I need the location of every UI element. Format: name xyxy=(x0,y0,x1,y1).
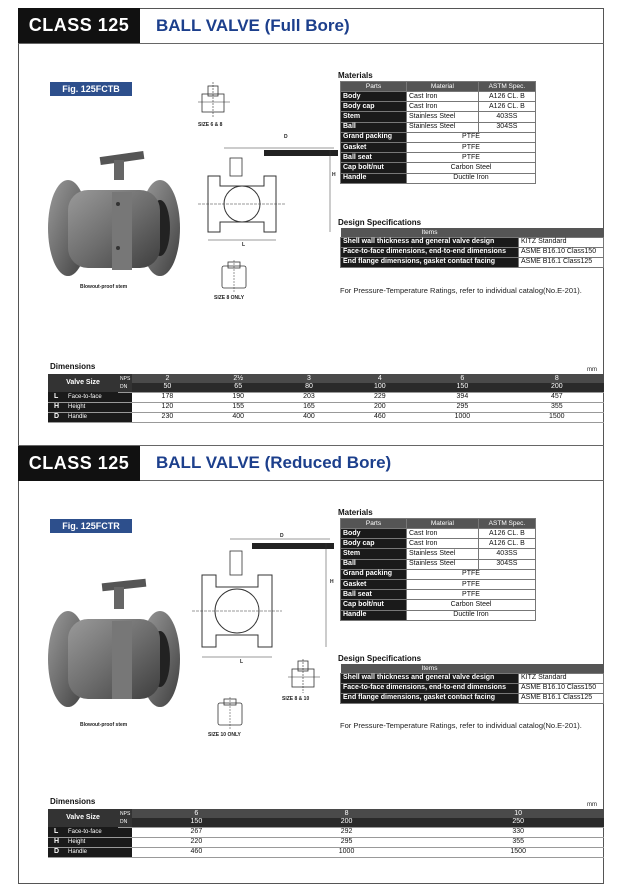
dim-l-marker: L xyxy=(240,659,244,665)
part-name: Body cap xyxy=(341,539,407,549)
material: Stainless Steel xyxy=(407,559,479,569)
material: Cast Iron xyxy=(407,539,479,549)
dim-cell: 295 xyxy=(415,402,509,412)
dim-cell: 355 xyxy=(510,402,604,412)
material: Stainless Steel xyxy=(407,122,479,132)
nps-cell: 8 xyxy=(261,809,433,818)
class-label: CLASS 125 xyxy=(18,446,140,481)
part-name: Grand packing xyxy=(341,132,407,142)
material: PTFE xyxy=(407,590,536,600)
dim-cell: 1000 xyxy=(415,412,509,422)
nps-cell: 8 xyxy=(510,374,604,383)
row-name: Handle xyxy=(68,414,88,420)
spec: 304SS xyxy=(478,122,535,132)
dim-cell: 120 xyxy=(132,402,203,412)
table-row xyxy=(341,92,536,102)
nps-row xyxy=(48,809,604,818)
table-row xyxy=(48,402,604,412)
dn-cell: 200 xyxy=(510,383,604,392)
dim-cell: 400 xyxy=(203,412,274,422)
part-name: Ball xyxy=(341,122,407,132)
material: Cast Iron xyxy=(407,92,479,102)
dim-cell: 400 xyxy=(274,412,345,422)
dn-cell: 80 xyxy=(274,383,345,392)
material: Ductile Iron xyxy=(407,610,536,620)
design-item: End flange dimensions, gasket contact facing xyxy=(341,693,519,703)
dim-d-marker: D xyxy=(280,533,284,539)
row-name: Height xyxy=(68,839,86,845)
nps-row xyxy=(48,374,604,383)
part-name: Ball xyxy=(341,559,407,569)
design-value: ASME B16.1 Class125 xyxy=(519,693,604,703)
spec: 403SS xyxy=(478,549,535,559)
dn-cell: 150 xyxy=(132,818,261,827)
dim-cell: 394 xyxy=(415,392,509,402)
figure-badge: Fig. 125FCTB xyxy=(50,82,132,96)
dn-cell: 250 xyxy=(432,818,604,827)
material: Carbon Steel xyxy=(407,163,536,173)
nps-cell: 10 xyxy=(432,809,604,818)
table-row xyxy=(341,153,536,163)
table-row xyxy=(48,837,604,847)
top-view-drawing xyxy=(284,659,324,695)
table-row xyxy=(341,173,536,183)
dim-cell: 178 xyxy=(132,392,203,402)
dim-cell: 355 xyxy=(432,837,604,847)
material: Stainless Steel xyxy=(407,549,479,559)
row-name: Handle xyxy=(68,849,88,855)
table-row xyxy=(341,539,536,549)
table-row xyxy=(341,693,604,703)
table-row xyxy=(341,529,536,539)
dim-cell: 220 xyxy=(132,837,261,847)
col-spec: ASTM Spec. xyxy=(478,519,535,529)
row-symbol: D xyxy=(54,413,60,420)
size-only-caption: SIZE 8 ONLY xyxy=(214,295,245,301)
nps-cell: 2 xyxy=(132,374,203,383)
dn-row xyxy=(48,383,604,392)
material: Cast Iron xyxy=(407,529,479,539)
table-row xyxy=(341,257,604,267)
design-value: ASME B16.10 Class150 xyxy=(519,683,604,693)
dim-cell: 165 xyxy=(274,402,345,412)
table-row xyxy=(48,412,604,422)
col-items: Items xyxy=(341,664,519,673)
dim-h-marker: H xyxy=(332,172,336,178)
dim-cell: 229 xyxy=(344,392,415,402)
part-name: Handle xyxy=(341,610,407,620)
spec: 304SS xyxy=(478,559,535,569)
table-row xyxy=(341,673,604,683)
flange-drawing xyxy=(214,697,246,729)
table-row xyxy=(341,610,536,620)
row-label xyxy=(48,402,132,412)
table-row xyxy=(341,112,536,122)
row-name: Height xyxy=(68,404,86,410)
figure-badge: Fig. 125FCTR xyxy=(50,519,132,533)
top-view-drawing xyxy=(194,82,234,122)
dn-label: DN xyxy=(118,818,132,827)
valve-size-label: Valve Size xyxy=(48,374,118,392)
design-item: Face-to-face dimensions, end-to-end dimensions xyxy=(341,247,519,257)
design-value: ASME B16.1 Class125 xyxy=(519,257,604,267)
class-label: CLASS 125 xyxy=(18,8,140,43)
dimensions-table xyxy=(48,809,604,858)
materials-title: Materials xyxy=(338,508,373,517)
dimensions-table xyxy=(48,374,604,423)
design-title: Design Specifications xyxy=(338,654,422,663)
design-item: End flange dimensions, gasket contact facing xyxy=(341,257,519,267)
table-row xyxy=(341,590,536,600)
section-drawing xyxy=(194,132,340,250)
nps-label: NPS xyxy=(120,810,131,817)
table-row xyxy=(341,683,604,693)
spec: A126 CL. B xyxy=(478,529,535,539)
nps-cell: 6 xyxy=(132,809,261,818)
design-table xyxy=(340,664,604,704)
row-symbol: L xyxy=(54,393,59,400)
dn-label: DN xyxy=(118,383,132,392)
dim-cell: 1500 xyxy=(510,412,604,422)
dim-cell: 200 xyxy=(344,402,415,412)
part-name: Stem xyxy=(341,549,407,559)
design-title: Design Specifications xyxy=(338,218,422,227)
spec: 403SS xyxy=(478,112,535,122)
section-drawing xyxy=(190,529,340,665)
section-reduced-bore xyxy=(18,445,604,883)
part-name: Gasket xyxy=(341,579,407,589)
nps-cell: 6 xyxy=(415,374,509,383)
table-row xyxy=(341,600,536,610)
row-name: Face-to-face xyxy=(68,394,102,400)
row-symbol: H xyxy=(54,838,60,845)
design-table xyxy=(340,228,604,268)
section-title: BALL VALVE (Reduced Bore) xyxy=(156,453,392,472)
row-symbol: L xyxy=(54,828,59,835)
design-item: Face-to-face dimensions, end-to-end dimensions xyxy=(341,683,519,693)
dim-l-marker: L xyxy=(242,242,246,248)
dn-cell: 150 xyxy=(415,383,509,392)
material: PTFE xyxy=(407,579,536,589)
pt-rating-note: For Pressure-Temperature Ratings, refer to individual catalog(No.E-201). xyxy=(340,721,582,730)
dim-cell: 295 xyxy=(261,837,433,847)
dim-h-marker: H xyxy=(330,579,334,585)
size-caption: SIZE 8 & 10 xyxy=(282,696,310,702)
valve-size-label: Valve Size xyxy=(48,809,118,827)
part-name: Gasket xyxy=(341,142,407,152)
part-name: Body cap xyxy=(341,102,407,112)
spec: A126 CL. B xyxy=(478,102,535,112)
table-row xyxy=(341,569,536,579)
part-name: Cap bolt/nut xyxy=(341,163,407,173)
row-label xyxy=(48,837,132,847)
row-label xyxy=(48,392,132,402)
section-header xyxy=(18,445,604,481)
spec: A126 CL. B xyxy=(478,539,535,549)
section-full-bore xyxy=(18,8,604,438)
dim-cell: 1500 xyxy=(432,847,604,857)
dim-cell: 1000 xyxy=(261,847,433,857)
table-row xyxy=(48,392,604,402)
part-name: Body xyxy=(341,529,407,539)
dim-d-marker: D xyxy=(284,134,288,140)
nps-label: NPS xyxy=(120,375,131,382)
row-symbol: D xyxy=(54,848,60,855)
col-blank xyxy=(519,228,604,237)
size-only-caption: SIZE 10 ONLY xyxy=(208,732,241,738)
dim-cell: 330 xyxy=(432,827,604,837)
dim-cell: 155 xyxy=(203,402,274,412)
valve-photo xyxy=(48,575,180,715)
dim-cell: 460 xyxy=(132,847,261,857)
part-name: Body xyxy=(341,92,407,102)
materials-table xyxy=(340,518,536,621)
table-row xyxy=(341,247,604,257)
row-label xyxy=(48,412,132,422)
row-symbol: H xyxy=(54,403,60,410)
design-value: ASME B16.10 Class150 xyxy=(519,247,604,257)
dn-row xyxy=(48,818,604,827)
table-row xyxy=(341,102,536,112)
dim-cell: 190 xyxy=(203,392,274,402)
section-header xyxy=(18,8,604,44)
table-row xyxy=(341,579,536,589)
dim-cell: 457 xyxy=(510,392,604,402)
row-label xyxy=(48,827,132,837)
nps-cell: 2½ xyxy=(203,374,274,383)
flange-drawing xyxy=(218,260,250,292)
design-item: Shell wall thickness and general valve design xyxy=(341,673,519,683)
part-name: Ball seat xyxy=(341,153,407,163)
row-name: Face-to-face xyxy=(68,829,102,835)
material: PTFE xyxy=(407,132,536,142)
unit-label: mm xyxy=(587,802,597,808)
table-row xyxy=(48,827,604,837)
materials-title: Materials xyxy=(338,71,373,80)
size-caption: SIZE 6 & 8 xyxy=(198,122,223,128)
material: Ductile Iron xyxy=(407,173,536,183)
part-name: Handle xyxy=(341,173,407,183)
material: PTFE xyxy=(407,569,536,579)
dim-cell: 230 xyxy=(132,412,203,422)
stem-caption: Blowout-proof stem xyxy=(80,722,128,728)
table-row xyxy=(341,549,536,559)
stem-caption: Blowout-proof stem xyxy=(80,284,128,290)
col-material: Material xyxy=(407,82,479,92)
dim-cell: 292 xyxy=(261,827,433,837)
row-label xyxy=(48,847,132,857)
table-row xyxy=(341,132,536,142)
table-row xyxy=(341,142,536,152)
col-parts: Parts xyxy=(341,82,407,92)
section-title: BALL VALVE (Full Bore) xyxy=(156,15,350,35)
material: Stainless Steel xyxy=(407,112,479,122)
dim-cell: 460 xyxy=(344,412,415,422)
part-name: Cap bolt/nut xyxy=(341,600,407,610)
dimensions-title: Dimensions xyxy=(50,797,96,806)
dn-cell: 100 xyxy=(344,383,415,392)
col-items: Items xyxy=(341,228,519,237)
material: PTFE xyxy=(407,153,536,163)
table-row xyxy=(48,847,604,857)
dimensions-title: Dimensions xyxy=(50,362,96,371)
unit-label: mm xyxy=(587,367,597,373)
part-name: Stem xyxy=(341,112,407,122)
material: Cast Iron xyxy=(407,102,479,112)
nps-cell: 4 xyxy=(344,374,415,383)
col-spec: ASTM Spec. xyxy=(478,82,535,92)
part-name: Ball seat xyxy=(341,590,407,600)
design-value: KITZ Standard xyxy=(519,237,604,247)
dn-cell: 65 xyxy=(203,383,274,392)
table-row xyxy=(341,237,604,247)
nps-cell: 3 xyxy=(274,374,345,383)
design-value: KITZ Standard xyxy=(519,673,604,683)
material: PTFE xyxy=(407,142,536,152)
col-material: Material xyxy=(407,519,479,529)
materials-table xyxy=(340,81,536,184)
col-blank xyxy=(519,664,604,673)
dim-cell: 203 xyxy=(274,392,345,402)
table-row xyxy=(341,163,536,173)
spec: A126 CL. B xyxy=(478,92,535,102)
part-name: Grand packing xyxy=(341,569,407,579)
dn-cell: 50 xyxy=(132,383,203,392)
table-row xyxy=(341,122,536,132)
col-parts: Parts xyxy=(341,519,407,529)
table-row xyxy=(341,559,536,569)
material: Carbon Steel xyxy=(407,600,536,610)
dim-cell: 267 xyxy=(132,827,261,837)
valve-photo xyxy=(48,148,180,288)
dn-cell: 200 xyxy=(261,818,433,827)
pt-rating-note: For Pressure-Temperature Ratings, refer to individual catalog(No.E-201). xyxy=(340,286,582,295)
design-item: Shell wall thickness and general valve design xyxy=(341,237,519,247)
